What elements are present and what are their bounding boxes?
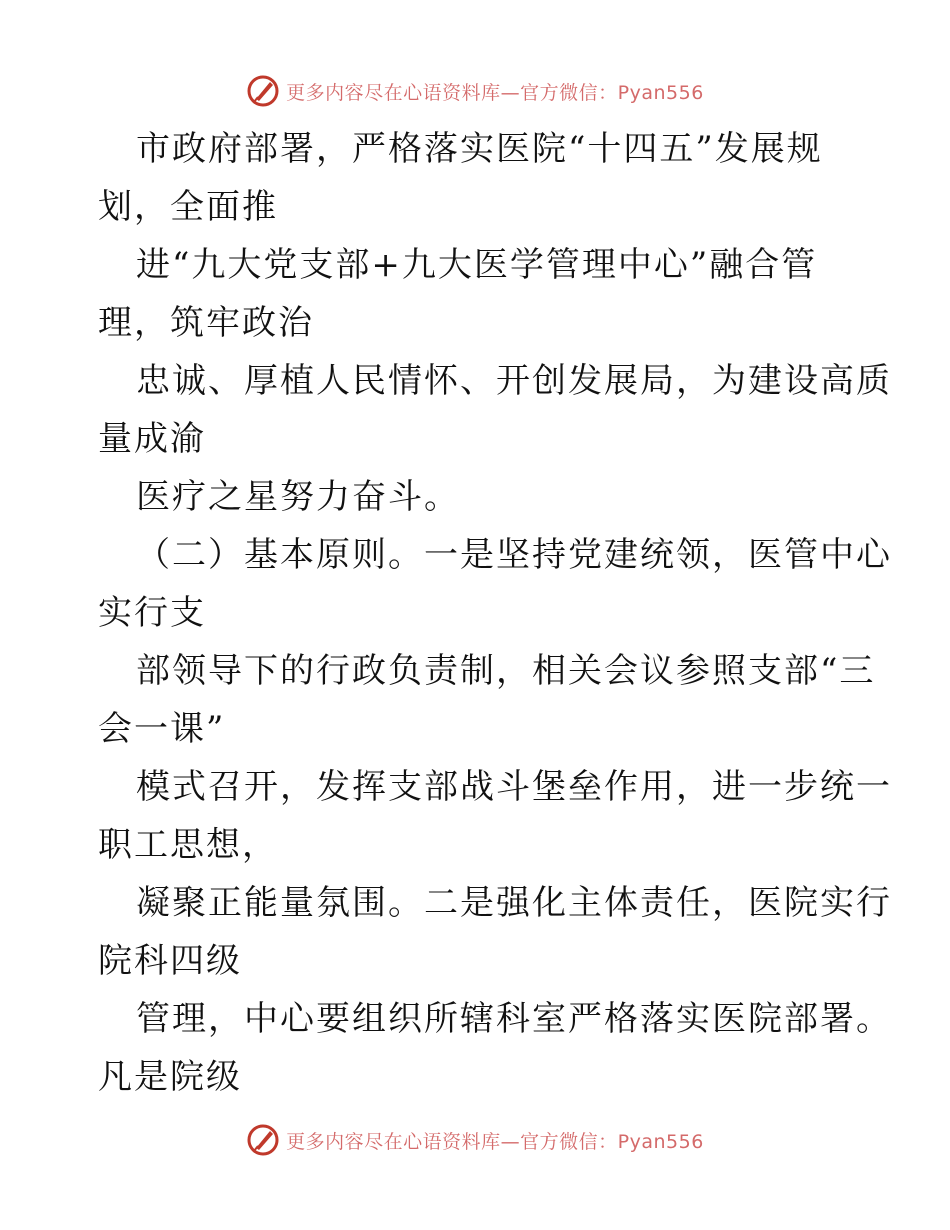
quill-logo-icon — [246, 74, 280, 108]
text-line: 凝聚正能量氛围。二是强化主体责任，医院实行 — [136, 883, 892, 923]
text-line: 理，筑牢政治 — [98, 303, 314, 343]
text-line: 部领导下的行政负责制，相关会议参照支部“三 — [136, 651, 876, 691]
text-line: 市政府部署，严格落实医院“十四五”发展规 — [136, 129, 823, 169]
watermark-text: 更多内容尽在心语资料库—官方微信：Pyan556 — [286, 81, 704, 104]
watermark-text: 更多内容尽在心语资料库—官方微信：Pyan556 — [286, 1130, 704, 1153]
text-line: 实行支 — [98, 593, 206, 633]
text-line: 划，全面推 — [98, 187, 278, 227]
quill-logo-icon — [246, 1123, 280, 1157]
text-line: 量成渝 — [98, 419, 206, 459]
text-line: 忠诚、厚植人民情怀、开创发展局，为建设高质 — [136, 361, 892, 401]
text-line: 会一课” — [98, 709, 226, 749]
text-line: 管理，中心要组织所辖科室严格落实医院部署。 — [136, 999, 892, 1039]
text-line: 院科四级 — [98, 941, 242, 981]
text-line: 凡是院级 — [98, 1057, 242, 1097]
document-body — [98, 120, 892, 1106]
text-line: 医疗之星努力奋斗。 — [136, 477, 460, 517]
header-watermark — [0, 71, 950, 111]
text-line: 进“九大党支部+九大医学管理中心”融合管 — [136, 245, 818, 285]
text-line: 职工思想， — [98, 825, 278, 865]
footer-watermark — [0, 1120, 950, 1160]
text-line: 模式召开，发挥支部战斗堡垒作用，进一步统一 — [136, 767, 892, 807]
section-heading-line: （二）基本原则。一是坚持党建统领，医管中心 — [136, 535, 892, 575]
